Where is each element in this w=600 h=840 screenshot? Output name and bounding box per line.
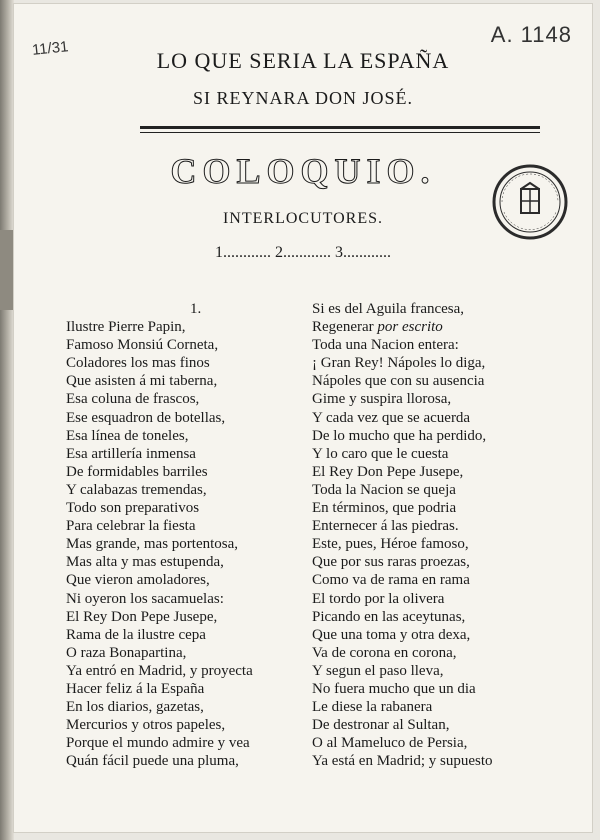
verse-line: Esa línea de toneles,	[66, 427, 189, 444]
verse-line: Mas grande, mas portentosa,	[66, 536, 239, 553]
interlocutores-heading: INTERLOCUTORES.	[222, 210, 384, 227]
document-title: LO QUE SERIA LA ESPAÑA	[156, 48, 450, 73]
verse-line: Ni oyeron los sacamuelas:	[66, 590, 224, 607]
verse-line: Ya está en Madrid; y supuesto	[312, 753, 493, 770]
verse-line: Todo son preparativos	[66, 500, 200, 517]
verse-line: Va de corona en corona,	[312, 644, 457, 661]
verse-line: Si es del Aguila francesa,	[312, 301, 465, 317]
right-verse-list	[312, 300, 493, 770]
verse-line: Mercurios y otros papeles,	[66, 717, 226, 734]
verse-line: De formidables barriles	[66, 463, 208, 480]
document-subtitle: SI REYNARA DON JOSÉ.	[192, 88, 414, 108]
verse-line: El Rey Don Pepe Jusepe,	[66, 608, 218, 625]
verse-line: Y calabazas tremendas,	[66, 481, 207, 498]
speakers-list: 1............ 2............ 3............	[215, 244, 391, 261]
verse-line: Que una toma y otra dexa,	[312, 626, 471, 643]
verse-column-right	[312, 300, 493, 770]
verse-line: Que asisten á mi taberna,	[66, 373, 218, 390]
verse-line: Esa artillería inmensa	[66, 445, 196, 462]
catalog-annotation-right: A. 1148	[490, 22, 572, 47]
verse-line: Hacer feliz á la España	[66, 680, 205, 697]
verse-line: De lo mucho que ha perdido,	[312, 427, 487, 444]
verse-line: El Rey Don Pepe Jusepe,	[312, 463, 464, 480]
verse-line: Gime y suspira llorosa,	[312, 391, 452, 408]
document-page	[14, 4, 592, 832]
verse-column-left	[66, 300, 253, 770]
verse-line: Ilustre Pierre Papin,	[66, 319, 186, 336]
catalog-annotation-left: 11/31	[31, 38, 70, 59]
verse-line: No fuera mucho que un dia	[312, 680, 476, 697]
speech-number: 1.	[190, 301, 202, 317]
verse-line: Para celebrar la fiesta	[66, 518, 196, 535]
verse-line: De destronar al Sultan,	[312, 717, 450, 734]
verse-line: Regenerar por escrito	[312, 319, 443, 336]
left-verse-list	[66, 318, 253, 770]
verse-line: Ese esquadron de botellas,	[66, 409, 226, 426]
main-title: COLOQUIO.	[170, 151, 436, 191]
verse-line: Que vieron amoladores,	[66, 572, 210, 589]
verse-line: Esa coluna de frascos,	[66, 391, 200, 408]
verse-line: Y segun el paso lleva,	[312, 662, 444, 679]
verse-line: Famoso Monsiú Corneta,	[66, 337, 219, 354]
verse-line: Como va de rama en rama	[312, 572, 470, 589]
verse-line: Rama de la ilustre cepa	[66, 626, 206, 643]
book-spine-shadow	[0, 230, 14, 310]
verse-line: Le diese la rabanera	[312, 699, 433, 716]
library-seal-stamp	[490, 162, 570, 242]
verse-line: En términos, que podria	[312, 500, 457, 517]
verse-line: Ya entró en Madrid, y proyecta	[66, 662, 253, 679]
verse-line: Este, pues, Héroe famoso,	[312, 536, 469, 553]
verse-line: Quán fácil puede una pluma,	[66, 753, 239, 770]
verse-line: ¡ Gran Rey! Nápoles lo diga,	[312, 355, 486, 372]
verse-line: Toda la Nacion se queja	[312, 481, 456, 498]
book-spine	[0, 0, 14, 840]
title-rule-thin	[140, 132, 540, 133]
verse-line: Picando en las aceytunas,	[312, 608, 466, 625]
verse-line: Toda una Nacion entera:	[312, 337, 459, 354]
verse-line: Y cada vez que se acuerda	[312, 409, 471, 426]
verse-line: Porque el mundo admire y vea	[66, 735, 250, 752]
verse-line: Mas alta y mas estupenda,	[66, 554, 224, 571]
title-rule-thick	[140, 126, 540, 129]
verse-line: Que por sus raras proezas,	[312, 554, 470, 571]
verse-line: O al Mameluco de Persia,	[312, 735, 468, 752]
verse-line: Enternecer á las piedras.	[312, 518, 459, 535]
verse-line: O raza Bonapartina,	[66, 644, 187, 661]
verse-line: Coladores los mas finos	[66, 355, 210, 372]
verse-line: Y lo caro que le cuesta	[312, 445, 449, 462]
verse-line: En los diarios, gazetas,	[66, 699, 204, 716]
verse-line: El tordo por la olivera	[312, 590, 445, 607]
verse-line: Nápoles que con su ausencia	[312, 373, 485, 390]
